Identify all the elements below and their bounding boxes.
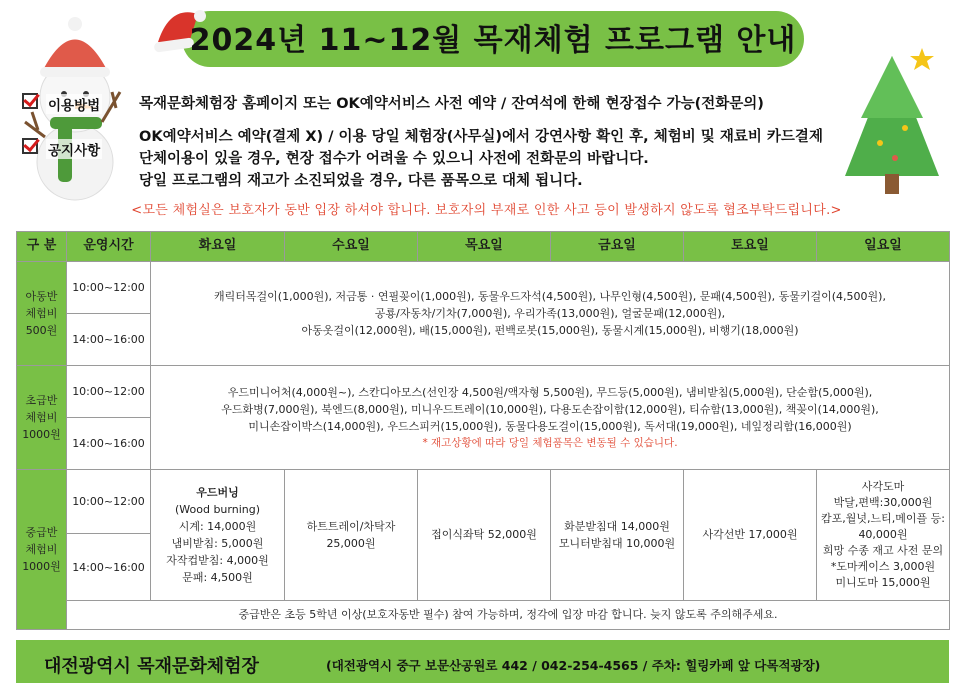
child-program-list (151, 262, 950, 366)
beginner-class-label (17, 365, 67, 469)
tuesday-woodburning-cell (151, 469, 285, 600)
header-sunday: 일요일 (817, 232, 950, 262)
fee-label: 체험비 (25, 410, 58, 424)
fee-label: 체험비 (25, 542, 58, 556)
list-item: 화분받침대 14,000원 (564, 519, 670, 533)
list-item: 박달,편백:30,000원 (833, 496, 933, 509)
wednesday-program-cell (285, 469, 418, 600)
notice-line-payment: OK예약서비스 예약(결제 X) / 이용 당일 체험장(사무실)에서 강연사항 확인 후, 체험비 및 재료비 카드결제 (139, 129, 823, 145)
intermediate-note: 중급반은 초등 5학년 이상(보호자동반 필수) 참여 가능하며, 정각에 입장 마감 합니다. 늦지 않도록 주의해주세요. (67, 600, 950, 629)
intermediate-class-label (17, 469, 67, 629)
time-afternoon: 14:00~16:00 (67, 417, 151, 469)
checkbox-checked-icon (22, 138, 38, 154)
usage-label: 이용방법 (46, 94, 102, 114)
program-title: 사각도마 (861, 480, 905, 494)
time-afternoon: 14:00~16:00 (67, 313, 151, 365)
list-item: 사각선반 17,000원 (702, 528, 798, 542)
list-item: 40,000원 (858, 527, 908, 541)
time-morning: 10:00~12:00 (67, 262, 151, 314)
header-time: 운영시간 (67, 232, 151, 262)
list-item: 냄비받침: 5,000원 (171, 536, 264, 550)
program-schedule-table (16, 231, 950, 630)
list-item: 자작컵받침: 4,000원 (166, 553, 269, 567)
class-name: 아동반 (25, 289, 58, 303)
table-row (17, 262, 950, 314)
class-name: 중급반 (25, 525, 58, 539)
list-item: 우드화병(7,000원), 북엔드(8,000원), 미니우드트레이(10,000원), 다용도손잡이함(12,000원), 티슈함(13,000원), 책꽂이(14,000원), (221, 402, 879, 416)
thursday-program-cell (418, 469, 551, 600)
friday-program-cell (551, 469, 684, 600)
header-wednesday: 수요일 (285, 232, 418, 262)
sunday-program-cell (817, 469, 950, 600)
list-item: 하트트레이/차탁자 (306, 519, 396, 533)
page-title: 2024년 11~12월 목재체험 프로그램 안내 (189, 23, 797, 58)
table-header-row (17, 232, 950, 262)
table-row (17, 469, 950, 533)
header-tuesday: 화요일 (151, 232, 285, 262)
program-title: 우드버닝 (196, 485, 239, 499)
list-item: *도마케이스 3,000원 (830, 559, 936, 573)
class-name: 초급반 (25, 393, 58, 407)
table-row (17, 365, 950, 417)
list-item: 캄포,월넛,느티,메이플 등: (821, 511, 945, 525)
notice-line-group: 단체이용이 있을 경우, 현장 접수가 어려울 수 있으니 사전에 전화문의 바랍니다. (139, 151, 649, 167)
fee-value: 1000원 (22, 559, 61, 573)
time-afternoon: 14:00~16:00 (67, 534, 151, 601)
list-item: 우드미니어처(4,000원~), 스칸디아모스(선인장 4,500원/액자형 5,500원), 무드등(5,000원), 냄비받침(5,000원), 단순함(5,000원), (227, 385, 873, 399)
saturday-program-cell (684, 469, 817, 600)
list-item: 희망 수종 재고 사전 문의 (822, 543, 944, 557)
stock-warning: * 재고상황에 따라 당일 체험품목은 변동될 수 있습니다. (422, 436, 678, 449)
list-item: 시계: 14,000원 (178, 519, 257, 533)
header-category: 구 분 (17, 232, 67, 262)
list-item: 캐릭터목걸이(1,000원), 저금통 · 연필꽂이(1,000원), 동물우드자석(4,500원), 나무인형(4,500원), 문패(4,500원), 동물키걸이(4,500원), (214, 289, 886, 303)
facility-name: 대전광역시 목재문화체험장 (44, 656, 259, 677)
fee-label: 체험비 (25, 306, 58, 320)
header-saturday: 토요일 (684, 232, 817, 262)
beginner-program-list (151, 365, 950, 469)
time-morning: 10:00~12:00 (67, 469, 151, 533)
list-item: 아동옷걸이(12,000원), 배(15,000원), 펀백로봇(15,000원), 동물시계(15,000원), 비행기(18,000원) (301, 323, 799, 337)
christmas-tree-illustration (835, 48, 950, 198)
list-item: 미니도마 15,000원 (835, 575, 931, 589)
list-item: 접이식좌탁 52,000원 (431, 528, 537, 542)
list-item: 공룡/자동차/기차(7,000원), 우리가족(13,000원), 얼굴문패(12,000원), (374, 306, 726, 320)
fee-value: 500원 (25, 323, 58, 337)
notice-label: 공지사항 (46, 139, 102, 159)
list-item: 미니손잡이박스(14,000원), 우드스피커(15,000원), 동물다용도걸이(15,000원), 독서대(19,000원), 네잎정리함(16,000원) (248, 419, 852, 433)
fee-value: 1000원 (22, 427, 61, 441)
header-thursday: 목요일 (418, 232, 551, 262)
usage-text: 목재문화체험장 홈페이지 또는 OK예약서비스 사전 예약 / 잔여석에 한해 현장접수 가능(전화문의) (139, 96, 764, 112)
list-item: 모니터받침대 10,000원 (558, 536, 676, 550)
child-class-label (17, 262, 67, 366)
list-item: 25,000원 (326, 536, 376, 550)
list-item: 문패: 4,500원 (182, 570, 253, 584)
checkbox-checked-icon (22, 93, 38, 109)
guardian-notice: <모든 체험실은 보호자가 동반 입장 하셔야 합니다. 보호자의 부재로 인한 사고 등이 발생하지 않도록 협조부탁드립니다.> (131, 203, 842, 218)
facility-address: (대전광역시 중구 보문산공원로 442 / 042-254-4565 / 주차: 힐링카페 앞 다목적광장) (326, 658, 821, 673)
time-morning: 10:00~12:00 (67, 365, 151, 417)
footer-bar (16, 640, 949, 683)
table-row (17, 600, 950, 629)
list-item: (Wood burning) (174, 502, 261, 516)
header-friday: 금요일 (551, 232, 684, 262)
notice-line-stock: 당일 프로그램의 재고가 소진되었을 경우, 다른 품목으로 대체 됩니다. (139, 173, 583, 189)
